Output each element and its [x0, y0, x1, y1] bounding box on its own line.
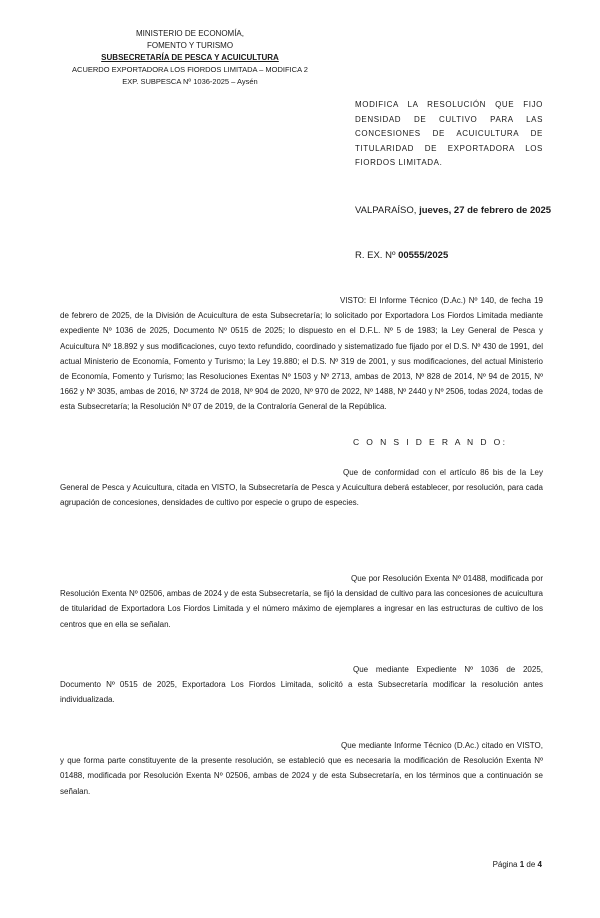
place-date	[355, 205, 551, 216]
visto-paragraph: VISTO: El Informe Técnico (D.Ac.) Nº 140, de fecha 19 de febrero de 2025, de la División de Acuicultura de esta Subsecretaría; lo solicitado por Exportadora Los Fiordos Limitada mediante expediente Nº 1036 de 2025, Documento Nº 0515 de 2025; lo dispuesto en el D.F.L. Nº 5 de 1983; la Ley General de Pesca y Acuicultura Nº 18.892 y sus modificaciones, cuyo texto refundido, coordinado y sistematizado fue fijado por el D.S. Nº 430 de 1991, del actual Ministerio de Economía, Fomento y Turismo; la Ley 19.880; el D.S. Nº 319 de 2001, y sus modificaciones, del actual Ministerio de Economía, Fomento y Turismo; las Resoluciones Exentas Nº 1503 y Nº 2713, ambas de 2013, Nº 828 de 2014, Nº 94 de 2015, Nº 1662 y Nº 3035, ambas de 2016, Nº 3724 de 2018, Nº 904 de 2020, Nº 970 de 2022, Nº 1488, Nº 2440 y Nº 2506, todas 2024, todas de esta Subsecretaría; la Resolución Nº 07 de 2019, de la Contraloría General de la República.	[60, 296, 543, 412]
place: VALPARAÍSO,	[355, 205, 417, 216]
resolution-subject: MODIFICA LA RESOLUCIÓN QUE FIJO DENSIDAD DE CULTIVO PARA LAS CONCESIONES DE ACUICULTURA DE TITULARIDAD DE EXPORTADORA LOS FIORDOS LIMITADA.	[355, 100, 543, 168]
expedient-reference: EXP. SUBPESCA Nº 1036-2025 – Aysén	[122, 77, 258, 86]
rex-label: R. EX. Nº	[355, 250, 396, 261]
page-total: 4	[537, 860, 542, 869]
of-word: de	[526, 860, 536, 869]
page-word: Página	[492, 860, 518, 869]
date: jueves, 27 de febrero de 2025	[419, 205, 552, 216]
subsecretaria-name: SUBSECRETARÍA DE PESCA Y ACUICULTURA	[101, 53, 279, 62]
ministry-name-cont: FOMENTO Y TURISMO	[146, 41, 234, 50]
considerando-2: Que por Resolución Exenta Nº 01488, modificada por Resolución Exenta Nº 02506, ambas de 2024 y de esta Subsecretaría, se fijó la densidad de cultivo para las concesiones de acuicultura de titularidad de Exportadora Los Fiordos Limitada y el número máximo de ejemplares a ingresar en las estructuras de cultivo de los centros que en ella se señalan.	[60, 574, 543, 629]
considerando-heading: C O N S I D E R A N D O:	[353, 437, 508, 447]
considerando-1: Que de conformidad con el artículo 86 bis de la Ley General de Pesca y Acuicultura, citada en VISTO, la Subsecretaría de Pesca y Acuicultura deberá establecer, por resolución, para cada agrupación de concesiones, densidades de cultivo por especie o grupo de especies.	[60, 468, 543, 508]
file-reference: ACUERDO EXPORTADORA LOS FIORDOS LIMITADA – MODIFICA 2	[72, 65, 308, 74]
considerando-4: Que mediante Informe Técnico (D.Ac.) citado en VISTO, y que forma parte constituyente de la presente resolución, se estableció que es necesaria la modificación de Resolución Exenta Nº 01488, modificada por Resolución Exenta Nº 02506, ambas de 2024 y de esta Subsecretaría, en los términos que a continuación se señalan.	[60, 741, 543, 796]
resolution-number	[355, 250, 448, 261]
considerando-3: Que mediante Expediente Nº 1036 de 2025, Documento Nº 0515 de 2025, Exportadora Los Fiordos Limitada, solicitó a esta Subsecretaría modificar la resolución antes individualizada.	[60, 665, 543, 705]
rex-number: 00555/2025	[398, 250, 449, 261]
ministry-name: MINISTERIO DE ECONOMÍA,	[135, 29, 244, 38]
ministry-header	[60, 28, 320, 88]
page-footer	[493, 860, 542, 869]
page-number: 1	[519, 860, 525, 869]
